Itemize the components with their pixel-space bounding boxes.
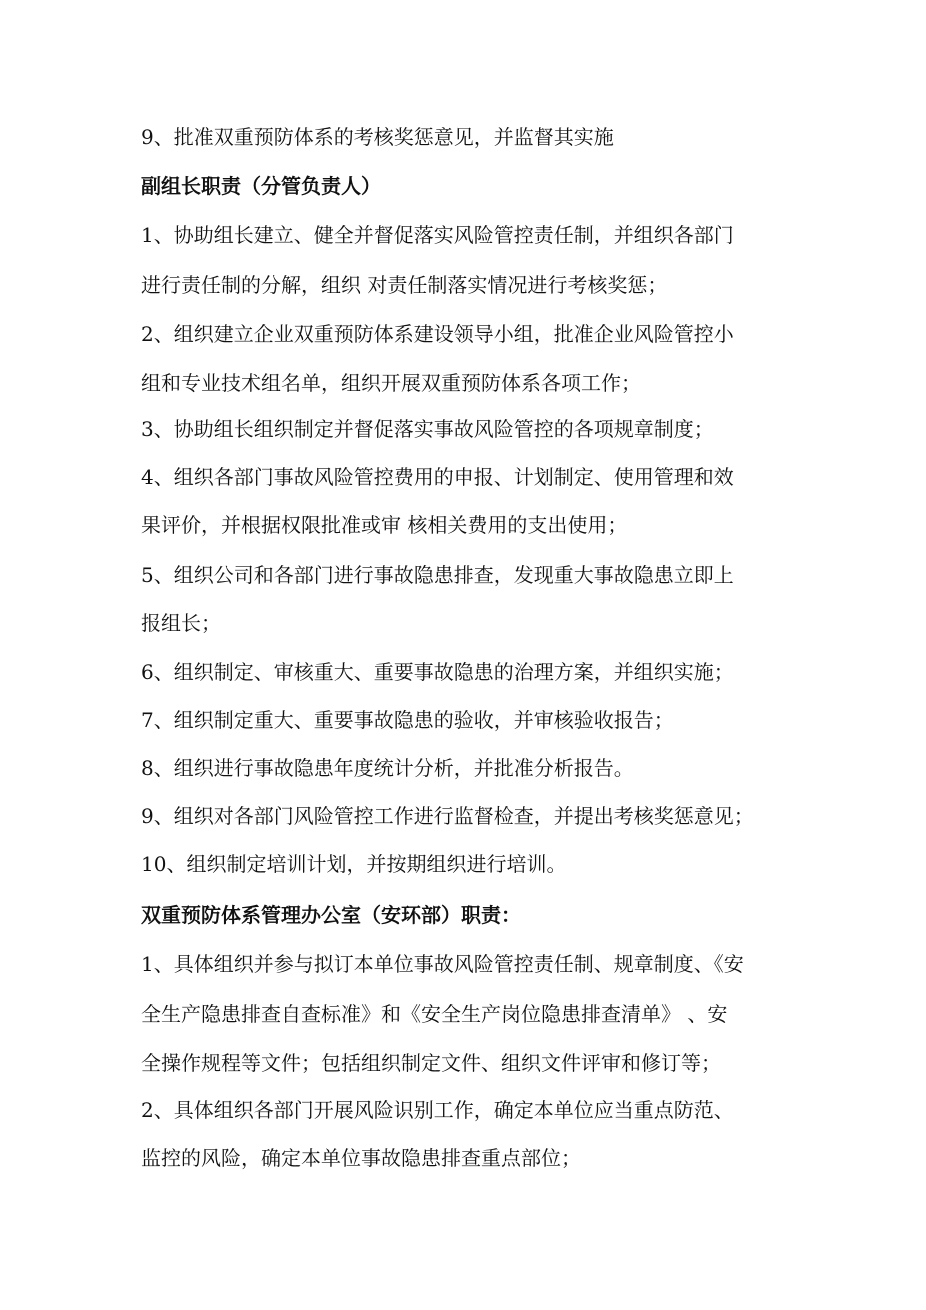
text-line: 全生产隐患排查自查标准》和《安全生产岗位隐患排查清单》 、安 — [141, 1002, 728, 1026]
text-line: 9、组织对各部门风险管控工作进行监督检查，并提出考核奖惩意见； — [141, 804, 754, 828]
text-line: 2、具体组织各部门开展风险识别工作，确定本单位应当重点防范、 — [141, 1098, 734, 1122]
section-heading: 双重预防体系管理办公室（安环部）职责： — [141, 903, 521, 927]
section-heading: 副组长职责（分管负责人） — [141, 174, 381, 198]
text-line: 报组长； — [141, 611, 221, 635]
text-line: 3、协助组长组织制定并督促落实事故风险管控的各项规章制度； — [141, 417, 714, 441]
text-line: 1、协助组长建立、健全并督促落实风险管控责任制，并组织各部门 — [141, 223, 734, 247]
text-line: 全操作规程等文件；包括组织制定文件、组织文件评审和修订等； — [141, 1051, 721, 1075]
text-line: 7、组织制定重大、重要事故隐患的验收，并审核验收报告； — [141, 708, 674, 732]
text-line: 5、组织公司和各部门进行事故隐患排查，发现重大事故隐患立即上 — [141, 563, 734, 587]
text-line: 进行责任制的分解，组织 对责任制落实情况进行考核奖惩； — [141, 273, 668, 297]
text-line: 8、组织进行事故隐患年度统计分析，并批准分析报告。 — [141, 756, 634, 780]
text-line: 6、组织制定、审核重大、重要事故隐患的治理方案，并组织实施； — [141, 660, 734, 684]
text-line: 果评价，并根据权限批准或审 核相关费用的支出使用； — [141, 513, 628, 537]
text-line: 1、具体组织并参与拟订本单位事故风险管控责任制、规章制度、《安 — [141, 952, 744, 976]
text-line: 10、组织制定培训计划，并按期组织进行培训。 — [141, 852, 567, 876]
text-line: 组和专业技术组名单，组织开展双重预防体系各项工作； — [141, 371, 641, 395]
text-line: 9、批准双重预防体系的考核奖惩意见，并监督其实施 — [141, 125, 614, 149]
text-line: 4、组织各部门事故风险管控费用的申报、计划制定、使用管理和效 — [141, 465, 734, 489]
text-line: 2、组织建立企业双重预防体系建设领导小组，批准企业风险管控小 — [141, 322, 734, 346]
text-line: 监控的风险，确定本单位事故隐患排查重点部位； — [141, 1146, 581, 1170]
